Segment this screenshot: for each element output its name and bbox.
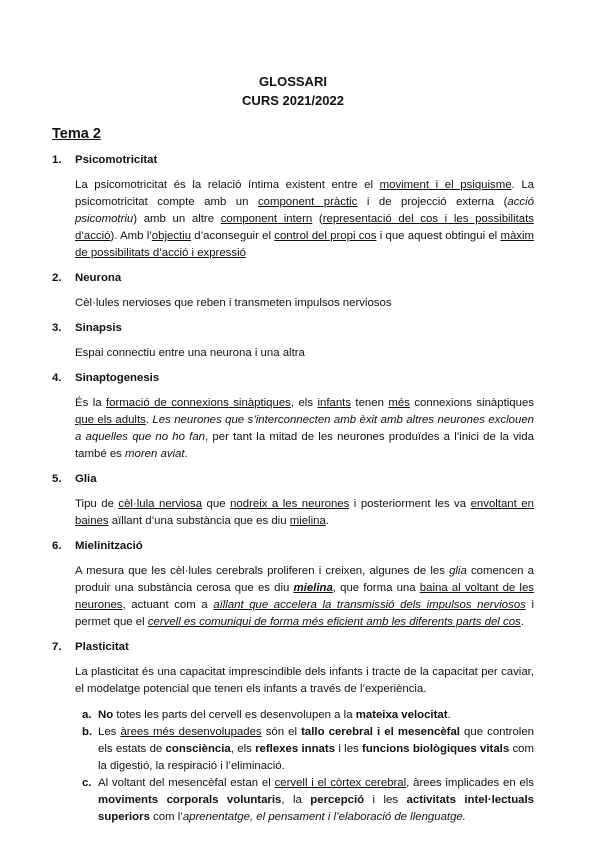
sub-list bbox=[52, 707, 534, 826]
text-run: màxim de possibilitats d’acció i expressió bbox=[75, 230, 535, 259]
glossary-entry bbox=[52, 320, 534, 362]
text-run: aïllant d’una substància que es diu bbox=[108, 515, 290, 527]
entry-title: Glia bbox=[75, 473, 97, 485]
text-run: que controlen els estats de bbox=[98, 726, 534, 755]
text-run: component pràctic bbox=[257, 196, 358, 208]
text-run: àrees més desenvolupades bbox=[120, 726, 262, 738]
text-run: nodreix a les neurones bbox=[230, 498, 350, 510]
text-run: d’aconseguir el bbox=[191, 230, 275, 242]
entry-title: Mielinització bbox=[75, 540, 143, 552]
text-run: representació del cos i les possibilitats d’acció bbox=[75, 213, 534, 242]
sub-list-letter: b. bbox=[82, 726, 93, 738]
text-run: i permet que el bbox=[75, 599, 534, 628]
entry-definition bbox=[75, 345, 534, 362]
text-run: objectiu bbox=[151, 230, 192, 242]
text-run: més bbox=[388, 397, 410, 409]
text-run: Espai connectiu entre una neurona i una altra bbox=[75, 347, 305, 359]
text-run: . La psicomotricitat compte amb un bbox=[75, 179, 535, 208]
text-run: i que aquest obtingui el bbox=[376, 230, 501, 242]
entry-number: 3. bbox=[52, 322, 62, 334]
entry-number: 7. bbox=[52, 641, 62, 653]
text-run: i posteriorment les va bbox=[349, 498, 471, 510]
entry-number: 1. bbox=[52, 154, 62, 166]
document-title: GLOSSARI bbox=[259, 74, 327, 89]
text-run: i de projecció externa ( bbox=[357, 196, 508, 208]
text-run: , la bbox=[281, 794, 311, 806]
text-run: mateixa velocitat bbox=[355, 709, 448, 721]
text-run: percepció bbox=[310, 794, 365, 806]
text-run: A mesura que les cèl·lules cerebrals proliferen i creixen, algunes de les bbox=[75, 565, 450, 577]
text-run: ( bbox=[312, 213, 323, 225]
text-run: mielina bbox=[293, 582, 333, 594]
text-run: com la digestió, la respiració i l’eliminació. bbox=[98, 743, 534, 772]
entry-title: Plasticitat bbox=[75, 641, 129, 653]
text-run: envoltant en baines bbox=[75, 498, 534, 527]
entry-heading bbox=[52, 639, 534, 656]
text-run: consciència bbox=[165, 743, 231, 755]
sub-list-item bbox=[82, 775, 534, 826]
text-run: . bbox=[520, 616, 524, 628]
entry-heading bbox=[52, 270, 534, 287]
text-run: aprenentatge, el pensament i l’elaboració de llenguatge. bbox=[182, 811, 466, 823]
text-run: moviment i el psiquisme bbox=[379, 179, 512, 191]
entry-heading bbox=[52, 370, 534, 387]
text-run: glia bbox=[449, 565, 467, 577]
entry-title: Psicomotricitat bbox=[75, 154, 158, 166]
text-run: cèl·lula nerviosa bbox=[118, 498, 203, 510]
text-run: connexions sinàptiques bbox=[409, 397, 534, 409]
text-run: formació de connexions sinàptiques bbox=[106, 397, 291, 409]
text-run: component intern bbox=[220, 213, 313, 225]
text-run: , els bbox=[290, 397, 318, 409]
text-run: . bbox=[447, 709, 451, 721]
sub-list-text bbox=[98, 724, 534, 775]
text-run: Cèl·lules nervioses que reben i transmeten impulsos nerviosos bbox=[75, 297, 392, 309]
text-run: , àrees implicades en els bbox=[406, 777, 534, 789]
course-year: CURS 2021/2022 bbox=[242, 93, 344, 108]
text-run: que bbox=[202, 498, 231, 510]
entry-definition bbox=[75, 177, 534, 262]
text-run: acció psicomotriu bbox=[75, 196, 534, 225]
glossary-entry bbox=[52, 370, 534, 463]
entry-title: Sinapsis bbox=[75, 322, 122, 334]
text-run: , els bbox=[230, 743, 256, 755]
text-run: i les bbox=[364, 794, 407, 806]
text-run: com l’ bbox=[149, 811, 183, 823]
text-run: que els adults bbox=[75, 414, 146, 426]
entry-number: 4. bbox=[52, 372, 62, 384]
entry-definition bbox=[75, 664, 534, 698]
text-run: totes les parts del cervell es desenvolupen a la bbox=[113, 709, 356, 721]
text-run: infants bbox=[317, 397, 352, 409]
text-run: , actuant com a bbox=[122, 599, 214, 611]
text-run: són el bbox=[261, 726, 302, 738]
text-run: tenen bbox=[351, 397, 389, 409]
section-heading: Tema 2 bbox=[52, 126, 101, 142]
text-run: i les bbox=[335, 743, 363, 755]
text-run: tallo cerebral i el mesencèfal bbox=[301, 726, 460, 738]
glossary-entry bbox=[52, 152, 534, 262]
text-run: cervell i el còrtex cerebral bbox=[274, 777, 407, 789]
text-run: baina al voltant de les neurones bbox=[75, 582, 534, 611]
sub-list-item bbox=[82, 707, 534, 724]
text-run: cervell es comuniqui de forma més eficient amb les diferents parts del cos bbox=[147, 616, 521, 628]
sub-list-text bbox=[98, 707, 534, 724]
text-run: Les neurones que s’interconnecten amb èxit amb altres neurones exclouen a aquelles que no ho fan bbox=[75, 414, 534, 443]
text-run: . bbox=[325, 515, 329, 527]
text-run: Les bbox=[98, 726, 121, 738]
text-run: activitats intel·lectuals superiors bbox=[98, 794, 534, 823]
text-run: moren aviat bbox=[125, 448, 185, 460]
entry-number: 6. bbox=[52, 540, 62, 552]
text-run: No bbox=[98, 709, 114, 721]
entry-title: Sinaptogenesis bbox=[75, 372, 160, 384]
glossary-entry bbox=[52, 471, 534, 530]
sub-list-letter: a. bbox=[82, 709, 92, 721]
entry-definition bbox=[75, 496, 534, 530]
text-run: ) amb un altre bbox=[133, 213, 221, 225]
glossary-entry bbox=[52, 270, 534, 312]
entry-heading bbox=[52, 152, 534, 169]
text-run: La plasticitat és una capacitat imprescindible dels infants i tracte de la capacitat per caviar, el modelatge potencial que tenen els infants a través de l’experiència. bbox=[75, 666, 534, 695]
text-run: La psicomotricitat és la relació íntima existent entre el bbox=[75, 179, 380, 191]
text-run: control del propi cos bbox=[274, 230, 377, 242]
entry-definition bbox=[75, 395, 534, 463]
text-run: És la bbox=[75, 397, 106, 409]
entry-heading bbox=[52, 538, 534, 555]
entry-heading bbox=[52, 471, 534, 488]
text-run: , que forma una bbox=[332, 582, 420, 594]
text-run: , per tant la mitad de les neurones produïdes a l’inici de la vida també es bbox=[75, 431, 534, 460]
text-run: . bbox=[145, 414, 153, 426]
glossary-entry bbox=[52, 538, 534, 631]
sub-list-item bbox=[82, 724, 534, 775]
text-run: mielina bbox=[289, 515, 326, 527]
entry-number: 5. bbox=[52, 473, 62, 485]
sub-list-text bbox=[98, 775, 534, 826]
entry-title: Neurona bbox=[75, 272, 122, 284]
text-run: comencen a produir una substància cerosa que es diu bbox=[75, 565, 534, 594]
text-run: funcions biològiques vitals bbox=[362, 743, 510, 755]
sub-list-letter: c. bbox=[82, 777, 92, 789]
glossary-list bbox=[52, 152, 534, 826]
glossary-entry bbox=[52, 639, 534, 826]
entry-number: 2. bbox=[52, 272, 62, 284]
entry-heading bbox=[52, 320, 534, 337]
entry-definition bbox=[75, 295, 534, 312]
text-run: ). Amb l’ bbox=[110, 230, 152, 242]
text-run: Al voltant del mesencèfal estan el bbox=[98, 777, 275, 789]
text-run: . bbox=[184, 448, 188, 460]
text-run: Tipu de bbox=[75, 498, 119, 510]
text-run: moviments corporals voluntaris bbox=[98, 794, 282, 806]
entry-definition bbox=[75, 563, 534, 631]
text-run: aïllant que accelera la transmissió dels impulsos nerviosos bbox=[213, 599, 526, 611]
text-run: reflexes innats bbox=[255, 743, 336, 755]
